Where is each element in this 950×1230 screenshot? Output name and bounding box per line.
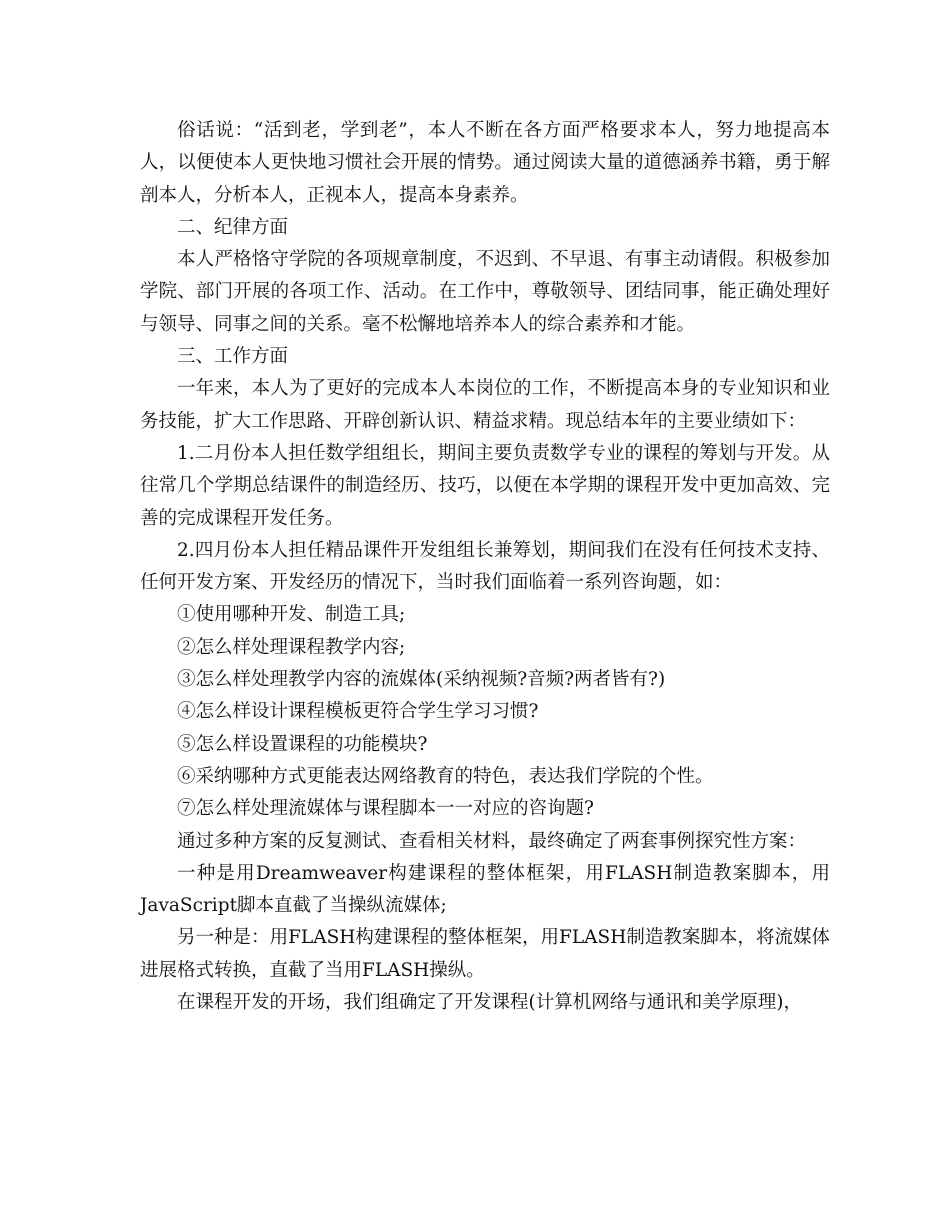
paragraph-solution-one: 一种是用Dreamweaver构建课程的整体框架，用FLASH制造教案脚本，用JavaScript脚本直截了当操纵流媒体; — [140, 862, 830, 917]
paragraph-course-development: 在课程开发的开场，我们组确定了开发课程(计算机网络与通讯和美学原理)， — [177, 992, 802, 1014]
paragraph-work-intro: 一年来，本人为了更好的完成本人本岗位的工作，不断提高本身的专业知识和业务技能，扩大工作思路、开辟创新认识、精益求精。现总结本年的主要业绩如下： — [140, 378, 830, 432]
question-item-2: ②怎么样处理课程教学内容; — [177, 636, 406, 658]
paragraph-item-2: 2.四月份本人担任精品课件开发组组长兼筹划，期间我们在没有任何技术支持、任何开发方案、开发经历的情况下，当时我们面临着一系列咨询题，如： — [140, 539, 830, 594]
question-item-1: ①使用哪种开发、制造工具; — [177, 604, 406, 626]
section-heading-work: 三、工作方面 — [177, 346, 289, 368]
question-item-4: ④怎么样设计课程模板更符合学生学习习惯? — [177, 701, 539, 723]
question-item-7: ⑦怎么样处理流媒体与课程脚本一一对应的咨询题? — [177, 798, 594, 820]
paragraph-discipline: 本人严格恪守学院的各项规章制度，不迟到、不早退、有事主动请假。积极参加学院、部门开展的各项工作、活动。在工作中，尊敬领导、团结同事，能正确处理好与领导、同事之间的关系。毫不松懈地培养本人的综合素养和才能。 — [140, 249, 830, 335]
paragraph-self-improvement: 俗话说：“活到老，学到老”，本人不断在各方面严格要求本人，努力地提高本人，以便使本人更快地习惯社会开展的情势。通过阅读大量的道德涵养书籍，勇于解剖本人，分析本人，正视本人，提高本身素养。 — [140, 120, 830, 206]
section-heading-discipline: 二、纪律方面 — [177, 216, 289, 238]
question-item-5: ⑤怎么样设置课程的功能模块? — [177, 733, 428, 755]
question-item-6: ⑥采纳哪种方式更能表达网络教育的特色，表达我们学院的个性。 — [177, 765, 714, 787]
paragraph-item-1: 1.二月份本人担任数学组组长，期间主要负责数学专业的课程的筹划与开发。从往常几个学期总结课件的制造经历、技巧，以便在本学期的课程开发中更加高效、完善的完成课程开发任务。 — [140, 442, 830, 529]
document-body — [140, 115, 830, 1019]
paragraph-solutions-intro: 通过多种方案的反复测试、查看相关材料，最终确定了两套事例探究性方案： — [177, 830, 807, 852]
paragraph-solution-two: 另一种是：用FLASH构建课程的整体框架，用FLASH制造教案脚本，将流媒体进展格式转换，直截了当用FLASH操纵。 — [140, 927, 830, 981]
question-item-3: ③怎么样处理教学内容的流媒体(采纳视频?音频?两者皆有?) — [177, 669, 666, 691]
